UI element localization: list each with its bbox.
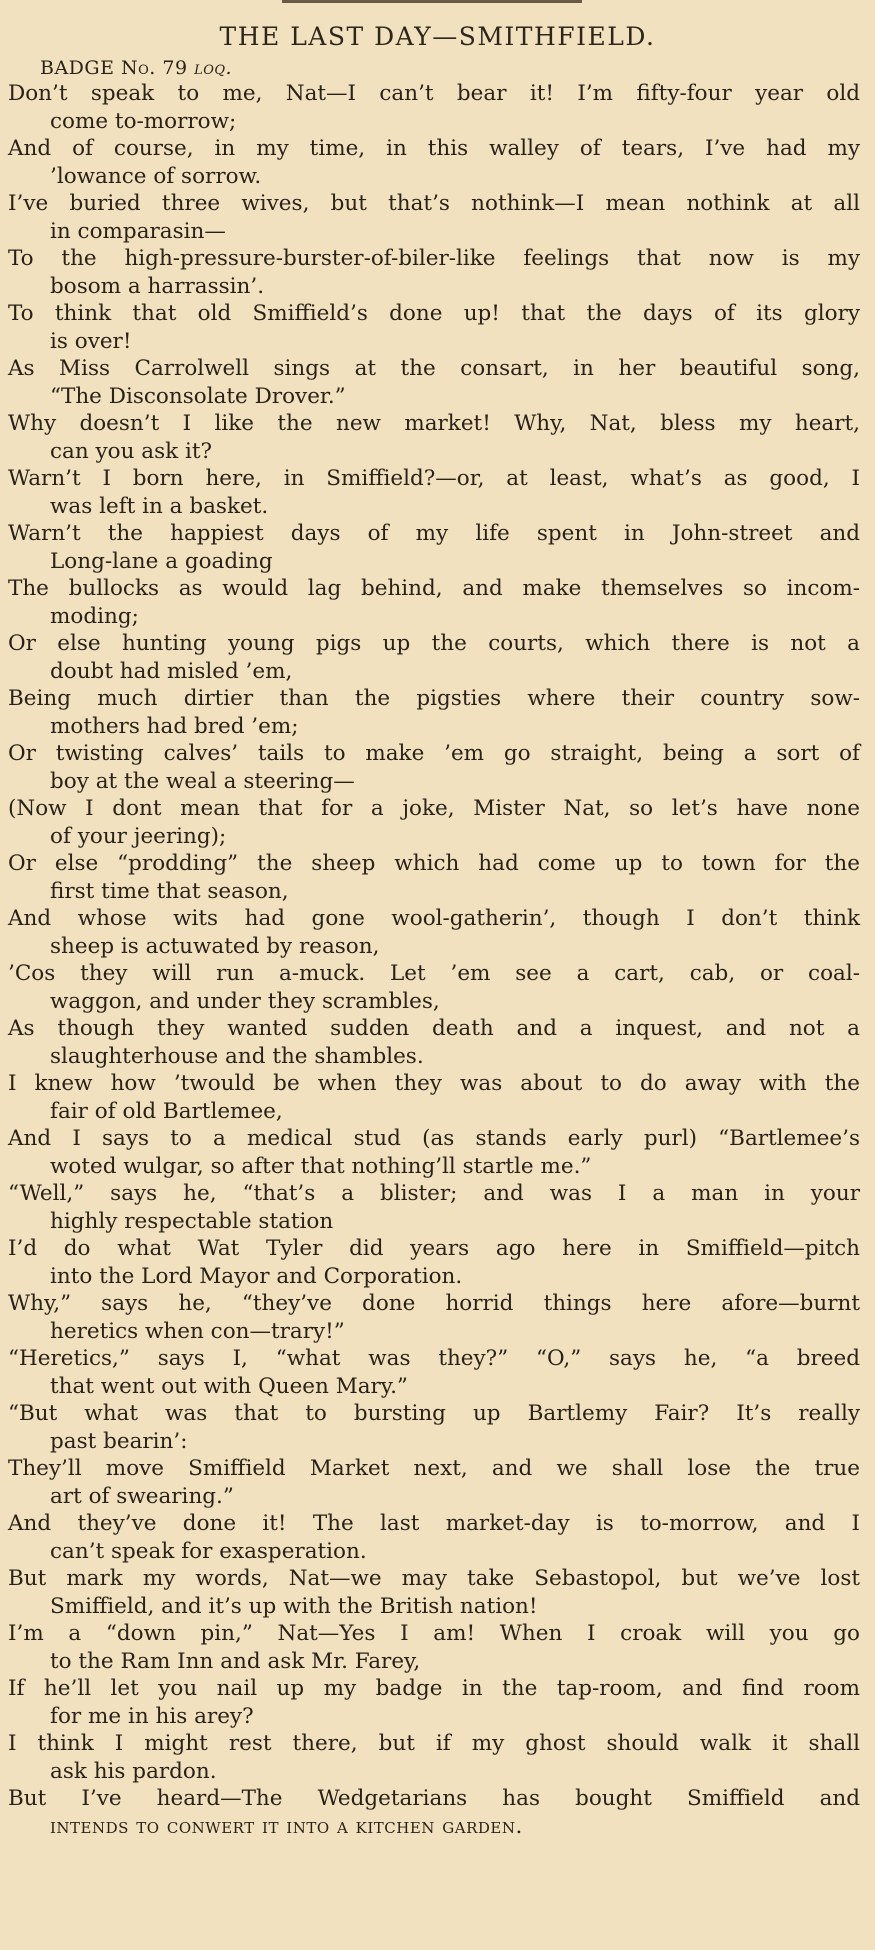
poem-line: Why doesn’t I like the new market! Why, Nat, bless my heart, — [8, 411, 860, 436]
poem-couplet — [8, 1180, 860, 1235]
poem-line: Warn’t the happiest days of my life spent in John-street and — [8, 521, 860, 546]
poem-line: And I says to a medical stud (as stands early purl) “Bartlemee’s — [8, 1126, 860, 1151]
poem-line: I think I might rest there, but if my ghost should walk it shall — [8, 1731, 860, 1756]
poem-line: But mark my words, Nat—we may take Sebastopol, but we’ve lost — [8, 1566, 860, 1591]
poem-couplet — [8, 1730, 860, 1785]
poem-couplet — [8, 1785, 860, 1840]
poem-line: Being much dirtier than the pigsties where their country sow- — [8, 686, 860, 711]
poem-line: As though they wanted sudden death and a inquest, and not a — [8, 1016, 860, 1041]
poem-line: “Heretics,” says I, “what was they?” “O,” says he, “a breed — [8, 1346, 860, 1371]
poem-line-continuation: Long-lane a goading — [50, 548, 273, 574]
poem-couplet — [8, 135, 860, 190]
poem-line-continuation: for me in his arey? — [50, 1703, 254, 1729]
poem-line-continuation: is over! — [50, 328, 132, 354]
poem-line: “Well,” says he, “that’s a blister; and was I a man in your — [8, 1181, 860, 1206]
poem-line-continuation: “The Disconsolate Drover.” — [50, 383, 346, 409]
poem-line: Or else hunting young pigs up the courts, which there is not a — [8, 631, 860, 656]
poem-line-continuation: bosom a harrassin’. — [50, 273, 265, 299]
poem-couplet — [8, 795, 860, 850]
poem-couplet — [8, 685, 860, 740]
poem-line: I knew how ’twould be when they was about to do away with the — [8, 1071, 860, 1096]
poem-line-continuation: can’t speak for exasperation. — [50, 1538, 367, 1564]
poem-line-continuation: first time that season, — [50, 878, 289, 904]
poem-couplet — [8, 80, 860, 135]
poem-line-continuation: slaughterhouse and the shambles. — [50, 1043, 424, 1069]
poem-line: And whose wits had gone wool-gatherin’, though I don’t think — [8, 906, 860, 931]
poem-line: I’ve buried three wives, but that’s nothink—I mean nothink at all — [8, 191, 860, 216]
poem-line-continuation: mothers had bred ’em; — [50, 713, 299, 739]
poem-line: But I’ve heard—The Wedgetarians has bought Smiffield and — [8, 1786, 860, 1811]
poem-line: The bullocks as would lag behind, and make themselves so incom- — [8, 576, 860, 601]
poem-line: Warn’t I born here, in Smiffield?—or, at least, what’s as good, I — [8, 466, 860, 491]
poem-couplet — [8, 245, 860, 300]
poem-couplet — [8, 630, 860, 685]
poem-line-continuation: waggon, and under they scrambles, — [50, 988, 440, 1014]
poem-line-continuation: in comparasin— — [50, 218, 226, 244]
poem-couplet — [8, 575, 860, 630]
poem-couplet — [8, 520, 860, 575]
poem-line-continuation: into the Lord Mayor and Corporation. — [50, 1263, 463, 1289]
poem-line: They’ll move Smiffield Market next, and we shall lose the true — [8, 1456, 860, 1481]
poem-line: ’Cos they will run a-muck. Let ’em see a cart, cab, or coal- — [8, 961, 860, 986]
poem-couplet — [8, 1455, 860, 1510]
poem-line: To the high-pressure-burster-of-biler-like feelings that now is my — [8, 246, 860, 271]
poem-line-continuation: sheep is actuwated by reason, — [50, 933, 380, 959]
poem-line-continuation: fair of old Bartlemee, — [50, 1098, 283, 1124]
poem-line-continuation: heretics when con—trary!” — [50, 1318, 345, 1344]
poem-line-continuation: come to-morrow; — [50, 108, 237, 134]
poem-line-continuation: boy at the weal a steering— — [50, 768, 355, 794]
poem-line: I’m a “down pin,” Nat—Yes I am! When I croak will you go — [8, 1621, 860, 1646]
poem-couplet — [8, 1675, 860, 1730]
poem-line: To think that old Smiffield’s done up! that the days of its glory — [8, 301, 860, 326]
poem-line-continuation: that went out with Queen Mary.” — [50, 1373, 408, 1399]
poem-couplet — [8, 905, 860, 960]
poem-couplet — [8, 740, 860, 795]
poem-couplet — [8, 960, 860, 1015]
poem-line-continuation: doubt had misled ’em, — [50, 658, 293, 684]
poem-couplet — [8, 355, 860, 410]
loq-label: loq. — [194, 57, 233, 79]
badge-number: BADGE No. 79 — [40, 57, 188, 79]
poem-couplet — [8, 1015, 860, 1070]
poem-couplet — [8, 410, 860, 465]
poem-line-continuation: of your jeering); — [50, 823, 227, 849]
poem-line: And they’ve done it! The last market-day is to-morrow, and I — [8, 1511, 860, 1536]
poem-title: THE LAST DAY—SMITHFIELD. — [219, 22, 656, 51]
poem-line: If he’ll let you nail up my badge in the tap-room, and find room — [8, 1676, 860, 1701]
poem-line-continuation: art of swearing.” — [50, 1483, 234, 1509]
poem-line-continuation: past bearin’: — [50, 1428, 188, 1454]
poem-line: Or twisting calves’ tails to make ’em go straight, being a sort of — [8, 741, 860, 766]
top-rule — [282, 0, 582, 3]
poem-couplet — [8, 465, 860, 520]
poem-line-continuation: moding; — [50, 603, 139, 629]
poem-line-continuation: ask his pardon. — [50, 1758, 217, 1784]
poem-line-continuation: Smiffield, and it’s up with the British nation! — [50, 1593, 538, 1619]
poem-line: “But what was that to bursting up Bartlemy Fair? It’s really — [8, 1401, 860, 1426]
poem-couplet — [8, 1620, 860, 1675]
poem-body — [8, 80, 860, 1840]
poem-line-continuation: to the Ram Inn and ask Mr. Farey, — [50, 1648, 421, 1674]
poem-couplet — [8, 1235, 860, 1290]
poem-couplet — [8, 1510, 860, 1565]
poem-line-continuation: was left in a basket. — [50, 493, 269, 519]
poem-couplet — [8, 1070, 860, 1125]
poem-couplet — [8, 1400, 860, 1455]
poem-couplet — [8, 1345, 860, 1400]
poem-line: (Now I dont mean that for a joke, Mister Nat, so let’s have none — [8, 796, 860, 821]
speaker-attribution — [40, 57, 232, 79]
poem-couplet — [8, 190, 860, 245]
poem-couplet — [8, 300, 860, 355]
poem-line-continuation: can you ask it? — [50, 438, 213, 464]
poem-line: And of course, in my time, in this walley of tears, I’ve had my — [8, 136, 860, 161]
poem-line-continuation: ’lowance of sorrow. — [50, 163, 262, 189]
poem-line-continuation: highly respectable station — [50, 1208, 334, 1234]
poem-line: I’d do what Wat Tyler did years ago here in Smiffield—pitch — [8, 1236, 860, 1261]
poem-couplet — [8, 1290, 860, 1345]
poem-couplet — [8, 1565, 860, 1620]
poem-line: Don’t speak to me, Nat—I can’t bear it! I’m fifty-four year old — [8, 81, 860, 106]
poem-line: Or else “prodding” the sheep which had come up to town for the — [8, 851, 860, 876]
poem-line-continuation: woted wulgar, so after that nothing’ll startle me.” — [50, 1153, 592, 1179]
poem-line: As Miss Carrolwell sings at the consart, in her beautiful song, — [8, 356, 860, 381]
poem-couplet — [8, 850, 860, 905]
poem-line-continuation: intends to conwert it into a kitchen garden. — [50, 1813, 523, 1839]
poem-couplet — [8, 1125, 860, 1180]
poem-line: Why,” says he, “they’ve done horrid things here afore—burnt — [8, 1291, 860, 1316]
